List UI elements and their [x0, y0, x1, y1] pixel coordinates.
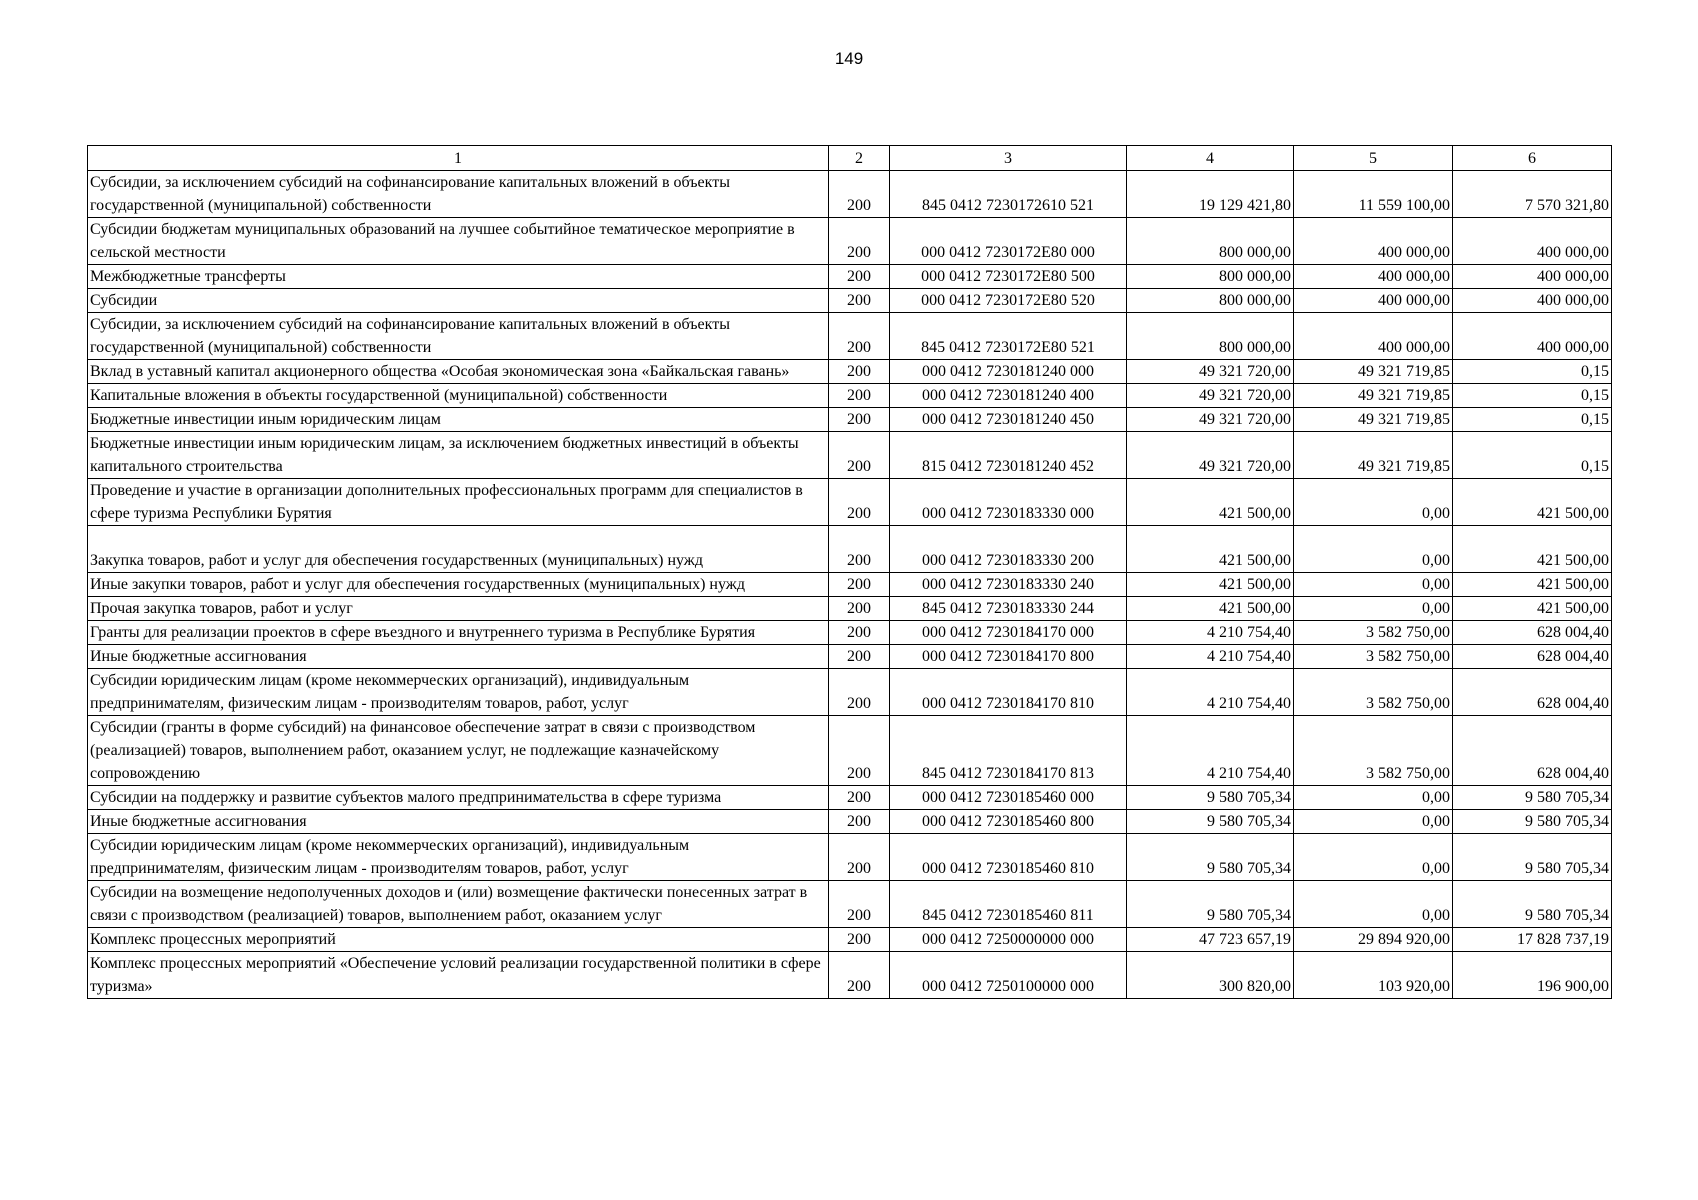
row-column-2-cell: 200	[829, 716, 890, 786]
row-column-5-cell: 0,00	[1294, 786, 1453, 810]
row-column-5-cell: 29 894 920,00	[1294, 928, 1453, 952]
column-header: 2	[829, 146, 890, 171]
row-column-2-cell: 200	[829, 645, 890, 669]
row-code-cell: 845 0412 7230172E80 521	[890, 313, 1127, 360]
table-row	[88, 669, 1612, 716]
column-header: 4	[1127, 146, 1294, 171]
row-column-5-cell: 0,00	[1294, 526, 1453, 573]
row-column-6-cell: 9 580 705,34	[1453, 810, 1612, 834]
row-column-4-cell: 421 500,00	[1127, 573, 1294, 597]
row-column-6-cell: 628 004,40	[1453, 621, 1612, 645]
row-column-4-cell: 49 321 720,00	[1127, 384, 1294, 408]
row-column-5-cell: 49 321 719,85	[1294, 408, 1453, 432]
row-column-6-cell: 628 004,40	[1453, 669, 1612, 716]
row-column-6-cell: 9 580 705,34	[1453, 786, 1612, 810]
row-column-6-cell: 0,15	[1453, 408, 1612, 432]
row-column-2-cell: 200	[829, 479, 890, 526]
row-name-cell: Субсидии, за исключением субсидий на софинансирование капитальных вложений в объекты государственной (муниципальной) собственности	[88, 313, 829, 360]
row-column-4-cell: 300 820,00	[1127, 952, 1294, 999]
table-row	[88, 573, 1612, 597]
row-column-2-cell: 200	[829, 573, 890, 597]
row-name-cell: Субсидии (гранты в форме субсидий) на финансовое обеспечение затрат в связи с производством (реализацией) товаров, выполнением работ, оказанием услуг, не подлежащие казначейскому сопровождению	[88, 716, 829, 786]
row-code-cell: 000 0412 7230183330 240	[890, 573, 1127, 597]
table-row	[88, 952, 1612, 999]
row-column-4-cell: 421 500,00	[1127, 479, 1294, 526]
table-row	[88, 810, 1612, 834]
row-column-6-cell: 0,15	[1453, 360, 1612, 384]
row-column-5-cell: 3 582 750,00	[1294, 645, 1453, 669]
row-code-cell: 845 0412 7230172610 521	[890, 171, 1127, 218]
table-body	[88, 171, 1612, 999]
budget-table	[87, 145, 1612, 999]
table-row	[88, 621, 1612, 645]
table-row	[88, 881, 1612, 928]
column-header: 3	[890, 146, 1127, 171]
table-row	[88, 834, 1612, 881]
table-row	[88, 526, 1612, 573]
row-column-4-cell: 49 321 720,00	[1127, 408, 1294, 432]
row-column-4-cell: 47 723 657,19	[1127, 928, 1294, 952]
row-column-4-cell: 4 210 754,40	[1127, 645, 1294, 669]
row-code-cell: 000 0412 7230172E80 000	[890, 218, 1127, 265]
row-code-cell: 815 0412 7230181240 452	[890, 432, 1127, 479]
row-column-4-cell: 4 210 754,40	[1127, 621, 1294, 645]
row-column-5-cell: 49 321 719,85	[1294, 360, 1453, 384]
row-column-6-cell: 9 580 705,34	[1453, 881, 1612, 928]
table-row	[88, 218, 1612, 265]
row-name-cell: Прочая закупка товаров, работ и услуг	[88, 597, 829, 621]
row-column-5-cell: 0,00	[1294, 573, 1453, 597]
row-column-4-cell: 4 210 754,40	[1127, 716, 1294, 786]
table-row	[88, 265, 1612, 289]
row-code-cell: 000 0412 7230185460 810	[890, 834, 1127, 881]
row-column-4-cell: 49 321 720,00	[1127, 360, 1294, 384]
row-column-2-cell: 200	[829, 289, 890, 313]
table-row	[88, 432, 1612, 479]
row-column-5-cell: 0,00	[1294, 834, 1453, 881]
row-name-cell: Субсидии юридическим лицам (кроме некоммерческих организаций), индивидуальным предпринимателям, физическим лицам - производителям товаров, работ, услуг	[88, 669, 829, 716]
row-column-4-cell: 9 580 705,34	[1127, 881, 1294, 928]
row-column-5-cell: 3 582 750,00	[1294, 669, 1453, 716]
table-row	[88, 928, 1612, 952]
row-column-2-cell: 200	[829, 810, 890, 834]
row-column-6-cell: 628 004,40	[1453, 716, 1612, 786]
row-column-4-cell: 9 580 705,34	[1127, 834, 1294, 881]
row-column-4-cell: 800 000,00	[1127, 265, 1294, 289]
row-column-5-cell: 49 321 719,85	[1294, 432, 1453, 479]
row-column-4-cell: 19 129 421,80	[1127, 171, 1294, 218]
row-column-5-cell: 400 000,00	[1294, 289, 1453, 313]
row-name-cell: Иные бюджетные ассигнования	[88, 645, 829, 669]
row-name-cell: Проведение и участие в организации дополнительных профессиональных программ для специалистов в сфере туризма Республики Бурятия	[88, 479, 829, 526]
row-column-2-cell: 200	[829, 171, 890, 218]
table-row	[88, 360, 1612, 384]
row-column-6-cell: 421 500,00	[1453, 526, 1612, 573]
row-name-cell: Субсидии, за исключением субсидий на софинансирование капитальных вложений в объекты государственной (муниципальной) собственности	[88, 171, 829, 218]
row-column-5-cell: 3 582 750,00	[1294, 716, 1453, 786]
row-name-cell: Капитальные вложения в объекты государственной (муниципальной) собственности	[88, 384, 829, 408]
row-name-cell: Субсидии на поддержку и развитие субъектов малого предпринимательства в сфере туризма	[88, 786, 829, 810]
row-column-2-cell: 200	[829, 669, 890, 716]
row-name-cell: Закупка товаров, работ и услуг для обеспечения государственных (муниципальных) нужд	[88, 526, 829, 573]
column-header: 1	[88, 146, 829, 171]
row-name-cell: Иные закупки товаров, работ и услуг для обеспечения государственных (муниципальных) нужд	[88, 573, 829, 597]
row-column-6-cell: 400 000,00	[1453, 265, 1612, 289]
column-header: 5	[1294, 146, 1453, 171]
row-column-5-cell: 11 559 100,00	[1294, 171, 1453, 218]
row-column-6-cell: 400 000,00	[1453, 313, 1612, 360]
page-number: 149	[834, 49, 864, 68]
row-name-cell: Вклад в уставный капитал акционерного общества «Особая экономическая зона «Байкальская гавань»	[88, 360, 829, 384]
row-column-5-cell: 0,00	[1294, 881, 1453, 928]
row-code-cell: 000 0412 7230184170 000	[890, 621, 1127, 645]
row-column-4-cell: 9 580 705,34	[1127, 786, 1294, 810]
row-column-6-cell: 0,15	[1453, 432, 1612, 479]
row-column-5-cell: 49 321 719,85	[1294, 384, 1453, 408]
row-column-6-cell: 628 004,40	[1453, 645, 1612, 669]
row-code-cell: 000 0412 7230181240 400	[890, 384, 1127, 408]
row-code-cell: 845 0412 7230185460 811	[890, 881, 1127, 928]
table-row	[88, 313, 1612, 360]
row-name-cell: Гранты для реализации проектов в сфере въездного и внутреннего туризма в Республике Бурятия	[88, 621, 829, 645]
row-code-cell: 845 0412 7230183330 244	[890, 597, 1127, 621]
row-column-6-cell: 400 000,00	[1453, 218, 1612, 265]
row-column-2-cell: 200	[829, 786, 890, 810]
row-column-5-cell: 400 000,00	[1294, 265, 1453, 289]
row-name-cell: Субсидии юридическим лицам (кроме некоммерческих организаций), индивидуальным предпринимателям, физическим лицам - производителям товаров, работ, услуг	[88, 834, 829, 881]
row-code-cell: 000 0412 7250000000 000	[890, 928, 1127, 952]
row-column-2-cell: 200	[829, 408, 890, 432]
row-column-4-cell: 421 500,00	[1127, 526, 1294, 573]
row-code-cell: 000 0412 7230185460 000	[890, 786, 1127, 810]
row-column-5-cell: 400 000,00	[1294, 313, 1453, 360]
row-name-cell: Комплекс процессных мероприятий «Обеспечение условий реализации государственной политики в сфере туризма»	[88, 952, 829, 999]
table-row	[88, 479, 1612, 526]
row-column-2-cell: 200	[829, 432, 890, 479]
row-name-cell: Субсидии бюджетам муниципальных образований на лучшее событийное тематическое мероприятие в сельской местности	[88, 218, 829, 265]
table-header-row	[88, 146, 1612, 171]
row-column-6-cell: 196 900,00	[1453, 952, 1612, 999]
row-column-2-cell: 200	[829, 384, 890, 408]
row-column-6-cell: 400 000,00	[1453, 289, 1612, 313]
row-column-6-cell: 421 500,00	[1453, 479, 1612, 526]
row-code-cell: 000 0412 7250100000 000	[890, 952, 1127, 999]
table-row	[88, 408, 1612, 432]
table-row	[88, 786, 1612, 810]
row-code-cell: 000 0412 7230183330 000	[890, 479, 1127, 526]
row-name-cell: Межбюджетные трансферты	[88, 265, 829, 289]
row-column-6-cell: 0,15	[1453, 384, 1612, 408]
row-column-2-cell: 200	[829, 881, 890, 928]
table-row	[88, 597, 1612, 621]
row-code-cell: 000 0412 7230172E80 520	[890, 289, 1127, 313]
row-column-4-cell: 800 000,00	[1127, 313, 1294, 360]
table-row	[88, 171, 1612, 218]
row-column-4-cell: 800 000,00	[1127, 218, 1294, 265]
column-header: 6	[1453, 146, 1612, 171]
row-name-cell: Субсидии на возмещение недополученных доходов и (или) возмещение фактически понесенных затрат в связи с производством (реализацией) товаров, выполнением работ, оказанием услуг	[88, 881, 829, 928]
row-column-6-cell: 421 500,00	[1453, 573, 1612, 597]
row-column-4-cell: 800 000,00	[1127, 289, 1294, 313]
row-column-2-cell: 200	[829, 360, 890, 384]
row-column-6-cell: 9 580 705,34	[1453, 834, 1612, 881]
row-column-2-cell: 200	[829, 952, 890, 999]
row-column-5-cell: 0,00	[1294, 810, 1453, 834]
row-column-4-cell: 4 210 754,40	[1127, 669, 1294, 716]
row-column-2-cell: 200	[829, 265, 890, 289]
row-column-2-cell: 200	[829, 834, 890, 881]
row-code-cell: 000 0412 7230184170 810	[890, 669, 1127, 716]
row-name-cell: Бюджетные инвестиции иным юридическим лицам	[88, 408, 829, 432]
row-code-cell: 000 0412 7230184170 800	[890, 645, 1127, 669]
row-column-2-cell: 200	[829, 526, 890, 573]
table-row	[88, 289, 1612, 313]
row-name-cell: Субсидии	[88, 289, 829, 313]
row-code-cell: 000 0412 7230181240 000	[890, 360, 1127, 384]
row-column-5-cell: 0,00	[1294, 597, 1453, 621]
row-code-cell: 845 0412 7230184170 813	[890, 716, 1127, 786]
row-name-cell: Иные бюджетные ассигнования	[88, 810, 829, 834]
row-column-2-cell: 200	[829, 313, 890, 360]
row-column-5-cell: 3 582 750,00	[1294, 621, 1453, 645]
row-column-2-cell: 200	[829, 597, 890, 621]
table-row	[88, 645, 1612, 669]
table-row	[88, 716, 1612, 786]
row-column-5-cell: 0,00	[1294, 479, 1453, 526]
row-column-2-cell: 200	[829, 928, 890, 952]
row-column-5-cell: 103 920,00	[1294, 952, 1453, 999]
row-column-4-cell: 49 321 720,00	[1127, 432, 1294, 479]
row-column-6-cell: 7 570 321,80	[1453, 171, 1612, 218]
row-column-6-cell: 17 828 737,19	[1453, 928, 1612, 952]
row-code-cell: 000 0412 7230183330 200	[890, 526, 1127, 573]
row-code-cell: 000 0412 7230185460 800	[890, 810, 1127, 834]
row-code-cell: 000 0412 7230181240 450	[890, 408, 1127, 432]
row-column-4-cell: 421 500,00	[1127, 597, 1294, 621]
row-name-cell: Комплекс процессных мероприятий	[88, 928, 829, 952]
row-column-2-cell: 200	[829, 218, 890, 265]
row-column-6-cell: 421 500,00	[1453, 597, 1612, 621]
row-column-2-cell: 200	[829, 621, 890, 645]
row-code-cell: 000 0412 7230172E80 500	[890, 265, 1127, 289]
row-column-5-cell: 400 000,00	[1294, 218, 1453, 265]
row-name-cell: Бюджетные инвестиции иным юридическим лицам, за исключением бюджетных инвестиций в объекты капитального строительства	[88, 432, 829, 479]
row-column-4-cell: 9 580 705,34	[1127, 810, 1294, 834]
table-row	[88, 384, 1612, 408]
